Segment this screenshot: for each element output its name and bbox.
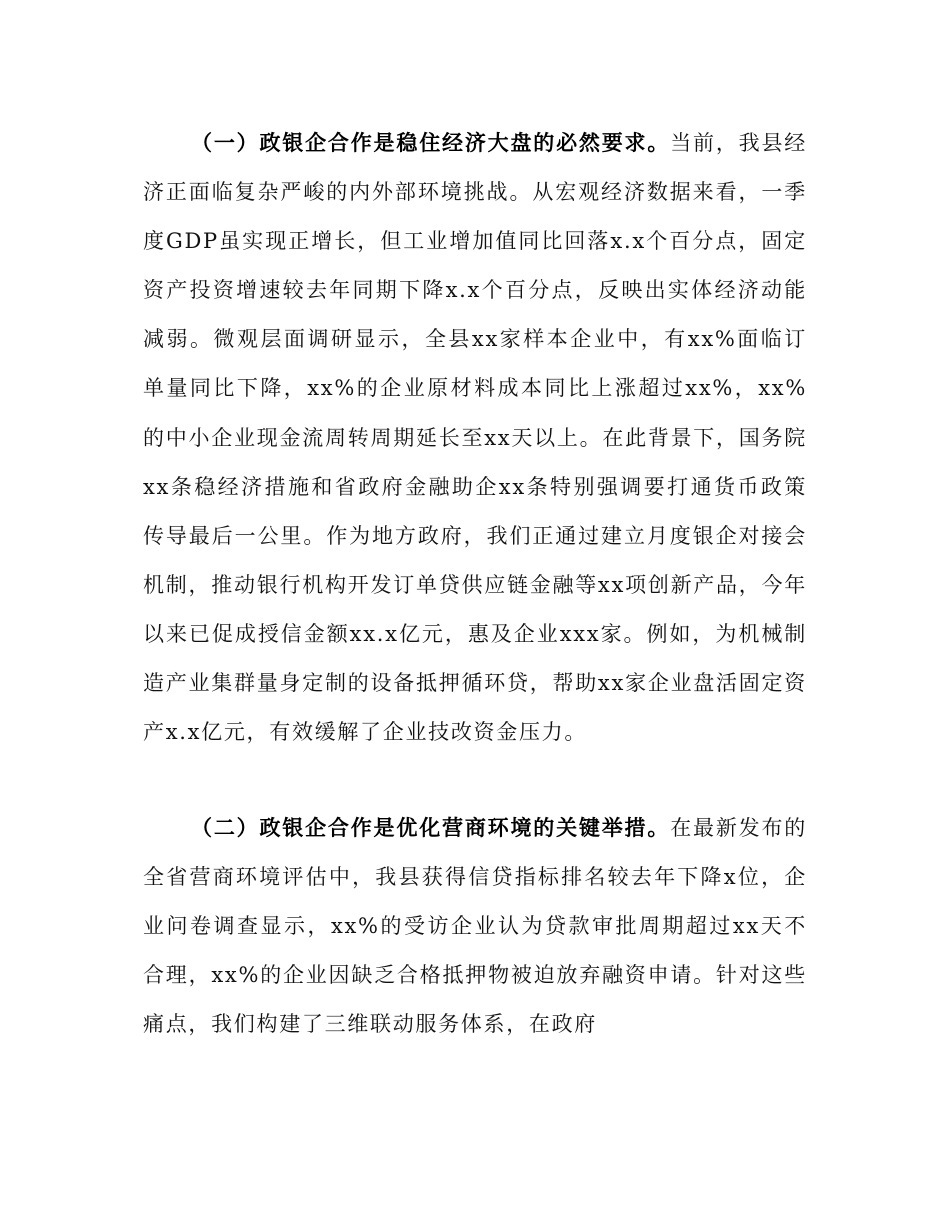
paragraph-2: [143, 804, 807, 1049]
paragraph-1-body: 当前，我县经济正面临复杂严峻的内外部环境挑战。从宏观经济数据来看，一季度GDP虽实现正增长，但工业增加值同比回落x.x个百分点，固定资产投资增速较去年同期下降x.x个百分点，反映出实体经济动能减弱。微观层面调研显示，全县xx家样本企业中，有xx%面临订单量同比下降，xx%的企业原材料成本同比上涨超过xx%，xx%的中小企业现金流周转周期延长至xx天以上。在此背景下，国务院xx条稳经济措施和省政府金融助企xx条特别强调要打通货币政策传导最后一公里。作为地方政府，我们正通过建立月度银企对接会机制，推动银行机构开发订单贷供应链金融等xx项创新产品，今年以来已促成授信金额xx.x亿元，惠及企业xxx家。例如，为机械制造产业集群量身定制的设备抵押循环贷，帮助xx家企业盘活固定资产x.x亿元，有效缓解了企业技改资金压力。: [143, 131, 807, 745]
paragraph-2-heading: （二）政银企合作是优化营商环境的关键举措。: [191, 816, 671, 840]
paragraph-1-heading: （一）政银企合作是稳住经济大盘的必然要求。: [191, 131, 671, 155]
paragraph-2-body: 在最新发布的全省营商环境评估中，我县获得信贷指标排名较去年下降x位，企业问卷调查显示，xx%的受访企业认为贷款审批周期超过xx天不合理，xx%的企业因缺乏合格抵押物被迫放弃融资申请。针对这些痛点，我们构建了三维联动服务体系，在政府: [143, 816, 807, 1037]
paragraph-1: [143, 119, 807, 757]
